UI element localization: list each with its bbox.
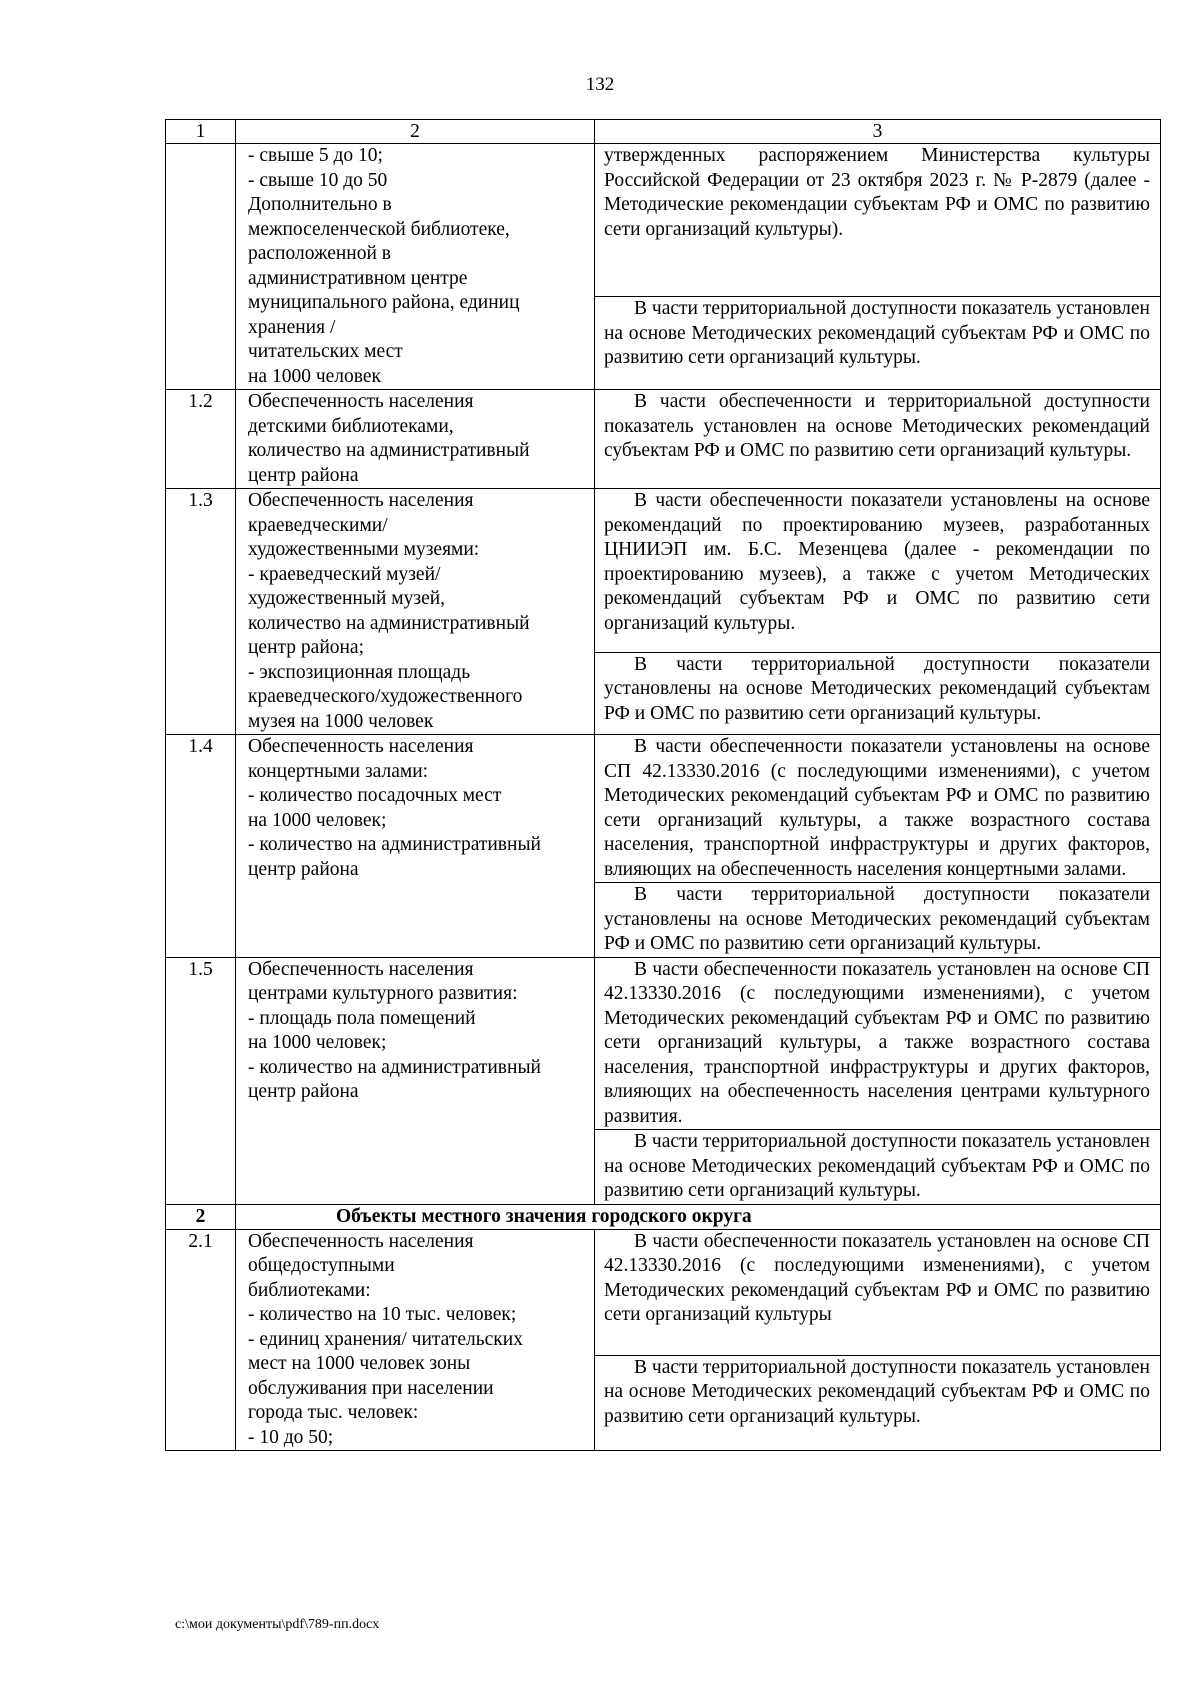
indicator-line: города тыс. человек: (248, 1402, 419, 1423)
indicator-line: общедоступными (248, 1255, 395, 1276)
header-col-2: 2 (236, 120, 595, 144)
indicator-line: Обеспеченность населения (248, 1230, 474, 1252)
section-row (166, 1204, 1161, 1229)
indicator-line: читательских мест (248, 341, 403, 362)
indicator-line: - свыше 5 до 10; (248, 145, 383, 166)
row-number: 1.2 (166, 390, 236, 489)
indicator-line: Обеспеченность населения (248, 490, 474, 511)
indicator-line: - свыше 10 до 50 (248, 169, 388, 191)
indicator-line: межпоселенческой библиотеке, (248, 218, 510, 240)
indicator-line: - количество на административный (248, 834, 541, 855)
section-number: 2 (166, 1204, 236, 1229)
basis-text: В части обеспеченности показатель установлен на основе СП 42.13330.2016 (с последующими изменениями), с учетом Методических рекомендаций субъектам РФ и ОМС по развитию сети организаций культуры (595, 1229, 1161, 1355)
table-row (166, 489, 1161, 653)
page-number: 132 (585, 74, 615, 95)
indicator-line: - 10 до 50; (248, 1426, 334, 1448)
indicator-line: Обеспеченность населения (248, 391, 474, 412)
indicator-cell (236, 735, 595, 958)
indicator-cell (236, 957, 595, 1204)
indicator-line: на 1000 человек (248, 365, 382, 387)
indicator-line: Обеспеченность населения (248, 958, 474, 980)
indicator-line: расположенной в (248, 243, 391, 264)
header-col-1: 1 (166, 120, 236, 144)
basis-text: В части обеспеченности показатель установлен на основе СП 42.13330.2016 (с последующими изменениями), с учетом Методических рекомендаций субъектам РФ и ОМС по развитию сети организаций культуры, а также возрастного состава населения, транспортной инфраструктуры и других факторов, влияющих на обеспеченность населения центрами культурного развития. (595, 957, 1161, 1130)
indicator-cell (236, 144, 595, 390)
indicator-line: концертными залами: (248, 760, 429, 782)
indicator-line: краеведческого/художественного (248, 686, 523, 707)
basis-text: В части территориальной доступности показатель установлен на основе Методических рекомендаций субъектам РФ и ОМС по развитию сети организаций культуры. (595, 1355, 1161, 1450)
basis-text: утвержденных распоряжением Министерства культуры Российской Федерации от 23 октября 2023 г. № Р-2879 (далее - Методические рекомендации субъектам РФ и ОМС по развитию сети организаций культуры). (595, 144, 1161, 297)
basis-text: В части территориальной доступности показатель установлен на основе Методических рекомендаций субъектам РФ и ОМС по развитию сети организаций культуры. (595, 1130, 1161, 1205)
indicator-line: на 1000 человек; (248, 809, 387, 831)
indicator-line: музея на 1000 человек (248, 710, 434, 732)
row-number (166, 144, 236, 390)
indicator-line: краеведческими/ (248, 514, 388, 536)
row-number: 1.5 (166, 957, 236, 1204)
indicator-line: мест на 1000 человек зоны (248, 1353, 471, 1374)
indicator-line: количество на административный (248, 440, 530, 461)
table-row (166, 390, 1161, 489)
indicator-line: художественными музеями: (248, 539, 480, 560)
indicator-line: на 1000 человек; (248, 1032, 387, 1053)
basis-text: В части обеспеченности и территориальной доступности показатель установлен на основе Методических рекомендаций субъектам РФ и ОМС по развитию сети организаций культуры. (595, 390, 1161, 489)
basis-text: В части обеспеченности показатели установлены на основе СП 42.13330.2016 (с последующими изменениями), с учетом Методических рекомендаций субъектам РФ и ОМС по развитию сети организаций культуры, а также возрастного состава населения, транспортной инфраструктуры и других факторов, влияющих на обеспеченность населения концертными залами. (595, 735, 1161, 883)
table-row (166, 957, 1161, 1130)
indicator-line: Обеспеченность населения (248, 736, 474, 757)
indicator-line: библиотеками: (248, 1279, 371, 1301)
indicator-line: центр района (248, 464, 359, 486)
basis-text: В части территориальной доступности показатели установлены на основе Методических рекомендаций субъектам РФ и ОМС по развитию сети организаций культуры. (595, 652, 1161, 734)
indicator-line: центр района (248, 1081, 359, 1102)
section-title: Объекты местного значения городского округа (236, 1204, 1161, 1229)
indicator-line: - экспозиционная площадь (248, 661, 471, 683)
indicator-line: детскими библиотеками, (248, 415, 454, 437)
indicator-line: - количество посадочных мест (248, 785, 502, 806)
indicator-line: - количество на 10 тыс. человек; (248, 1304, 517, 1325)
indicator-line: обслуживания при населении (248, 1377, 494, 1399)
table-row (166, 1229, 1161, 1355)
indicator-line: центр района (248, 858, 359, 880)
file-path-footer: c:\мои документы\pdf\789-пп.docx (175, 1617, 380, 1632)
indicator-line: Дополнительно в (248, 194, 392, 215)
basis-text: В части территориальной доступности показатели установлены на основе Методических рекомендаций субъектам РФ и ОМС по развитию сети организаций культуры. (595, 883, 1161, 958)
indicator-line: количество на административный (248, 612, 530, 634)
table-row (166, 144, 1161, 297)
basis-text: В части обеспеченности показатели установлены на основе рекомендаций по проектированию музеев, разработанных ЦНИИЭП им. Б.С. Мезенцева (далее - рекомендации по проектированию музеев), а также с учетом Методических рекомендаций субъектам РФ и ОМС по развитию сети организаций культуры. (595, 489, 1161, 653)
table-row (166, 735, 1161, 883)
indicator-line: - площадь пола помещений (248, 1007, 476, 1029)
norms-table (165, 119, 1161, 1451)
indicator-cell (236, 1229, 595, 1451)
header-col-3: 3 (595, 120, 1161, 144)
indicator-line: художественный музей, (248, 588, 446, 609)
indicator-cell (236, 489, 595, 735)
indicator-line: - единиц хранения/ читательских (248, 1328, 523, 1350)
indicator-line: муниципального района, единиц (248, 292, 520, 313)
indicator-line: административном центре (248, 267, 468, 289)
indicator-line: центр района; (248, 637, 365, 658)
indicator-line: - количество на административный (248, 1056, 541, 1078)
indicator-cell (236, 390, 595, 489)
indicator-line: - краеведческий музей/ (248, 563, 441, 585)
table-header-row (166, 120, 1161, 144)
row-number: 1.3 (166, 489, 236, 735)
basis-text: В части территориальной доступности показатель установлен на основе Методических рекомендаций субъектам РФ и ОМС по развитию сети организаций культуры. (595, 297, 1161, 390)
row-number: 2.1 (166, 1229, 236, 1451)
indicator-line: центрами культурного развития: (248, 983, 518, 1004)
indicator-line: хранения / (248, 316, 336, 338)
row-number: 1.4 (166, 735, 236, 958)
